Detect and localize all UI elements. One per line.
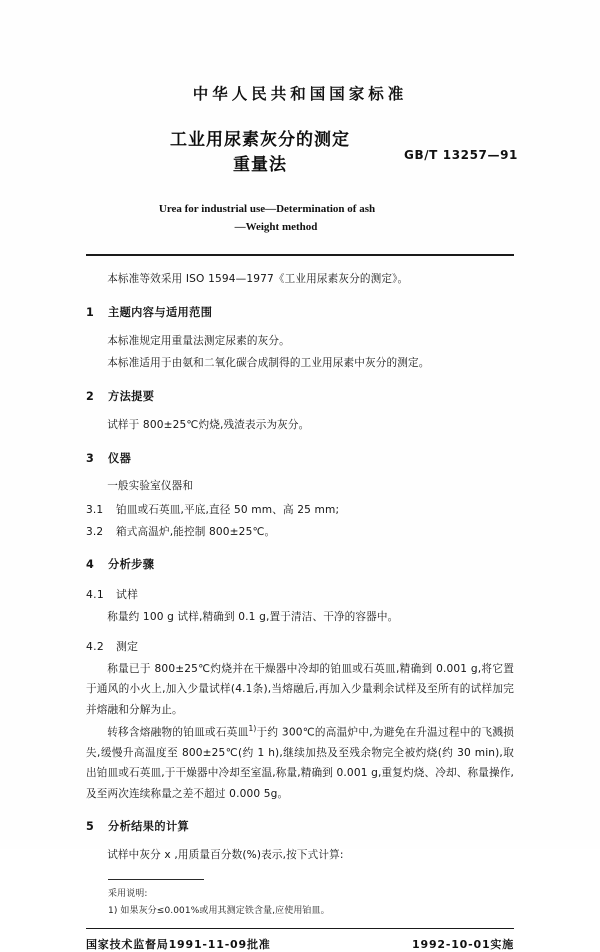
clause-text-3-2: 箱式高温炉,能控制 800±25℃。	[116, 525, 276, 538]
footer-divider	[86, 928, 514, 929]
section-number-5: 5	[86, 819, 95, 833]
section-title-1: 主题内容与适用范围	[108, 305, 213, 319]
section-heading-2	[86, 386, 514, 408]
clause-number-3-1: 3.1	[86, 504, 104, 517]
section-title-2: 方法提要	[108, 390, 155, 404]
footer-effective-text: 1992-10-01实施	[412, 937, 514, 951]
standard-number: GB/T 13257—91	[404, 148, 518, 162]
subsection-number-4-2: 4.2	[86, 639, 105, 653]
subsection-heading-4-2	[86, 636, 514, 657]
header-divider	[86, 254, 514, 256]
page-footer	[86, 936, 514, 952]
footnote-label: 采用说明:	[108, 889, 148, 900]
footnote-marker: 1)	[248, 723, 257, 733]
section-1-paragraph-2: 本标准适用于由氨和二氧化碳合成制得的工业用尿素中灰分的测定。	[107, 357, 430, 370]
subsection-heading-4-1	[86, 584, 514, 605]
section-number-2: 2	[86, 390, 95, 404]
national-standard-heading: 中华人民共和国国家标准	[192, 85, 408, 103]
clause-number-3-2: 3.2	[86, 525, 104, 538]
subsection-4-2-paragraph-2-suffix: 于约 300℃的高温炉中,为避免在升温过程中的飞溅损失,缓慢升高温度至 800±25℃(约 1 h),继续加热及至残余物完全被灼烧(约 30 min),取出铂皿或石英皿,于干燥器中冷却至室温,称量,精确到 0.001 g,重复灼烧、冷却、称量操作,及至两次连续称量之差不超过 0.000 5g。	[86, 726, 514, 800]
english-title-line1: Urea for industrial use—Determination of ash	[158, 203, 376, 215]
section-heading-1	[86, 302, 514, 324]
clause-3-1	[86, 500, 514, 521]
section-title-3: 仪器	[108, 451, 132, 465]
document-title-line2: 重量法	[233, 154, 287, 175]
footnote-block	[108, 886, 514, 919]
section-5-paragraph-1: 试样中灰分 x ,用质量百分数(%)表示,按下式计算:	[107, 848, 344, 861]
footnote-divider	[108, 879, 204, 880]
subsection-number-4-1: 4.1	[86, 588, 105, 602]
footnote-text: 1) 如果灰分≤0.001%或用其测定铁含量,应使用铂皿。	[108, 905, 330, 916]
clause-text-3-1: 铂皿或石英皿,平底,直径 50 mm、高 25 mm;	[116, 504, 340, 517]
page-content	[86, 62, 518, 952]
section-title-5: 分析结果的计算	[108, 819, 190, 833]
section-2-paragraph-1: 试样于 800±25℃灼烧,残渣表示为灰分。	[107, 418, 310, 431]
section-heading-4	[86, 554, 514, 576]
section-3-paragraph-1: 一般实验室仪器和	[107, 480, 194, 493]
clause-3-2	[86, 522, 514, 543]
document-body	[86, 269, 514, 865]
section-number-3: 3	[86, 451, 95, 465]
section-title-4: 分析步骤	[108, 558, 155, 572]
section-heading-3	[86, 448, 514, 470]
section-number-4: 4	[86, 558, 95, 572]
footer-approval-text: 国家技术监督局1991-11-09批准	[86, 937, 271, 951]
english-title	[92, 200, 442, 236]
intro-paragraph: 本标准等效采用 ISO 1594—1977《工业用尿素灰分的测定》。	[107, 273, 409, 286]
document-title-line1: 工业用尿素灰分的测定	[170, 130, 350, 150]
title-block	[86, 128, 518, 184]
subsection-4-1-paragraph-1: 称量约 100 g 试样,精确到 0.1 g,置于清洁、干净的容器中。	[107, 611, 399, 624]
subsection-4-2-paragraph-2-prefix: 转移含熔融物的铂皿或石英皿	[107, 726, 249, 739]
english-title-line2: —Weight method	[234, 221, 318, 234]
subsection-title-4-2: 测定	[116, 639, 139, 653]
section-number-1: 1	[86, 305, 95, 319]
section-1-paragraph-1: 本标准规定用重量法测定尿素的灰分。	[107, 334, 290, 347]
subsection-4-2-paragraph-1: 称量已于 800±25℃灼烧并在干燥器中冷却的铂皿或石英皿,精确到 0.001 g,将它置于通风的小火上,加入少量试样(4.1条),当熔融后,再加入少量剩余试样及至所有的试样加完并熔融和分解为止。	[86, 663, 514, 716]
section-heading-5	[86, 816, 514, 838]
subsection-4-2-paragraph-2	[86, 722, 514, 804]
subsection-title-4-1: 试样	[116, 588, 139, 602]
